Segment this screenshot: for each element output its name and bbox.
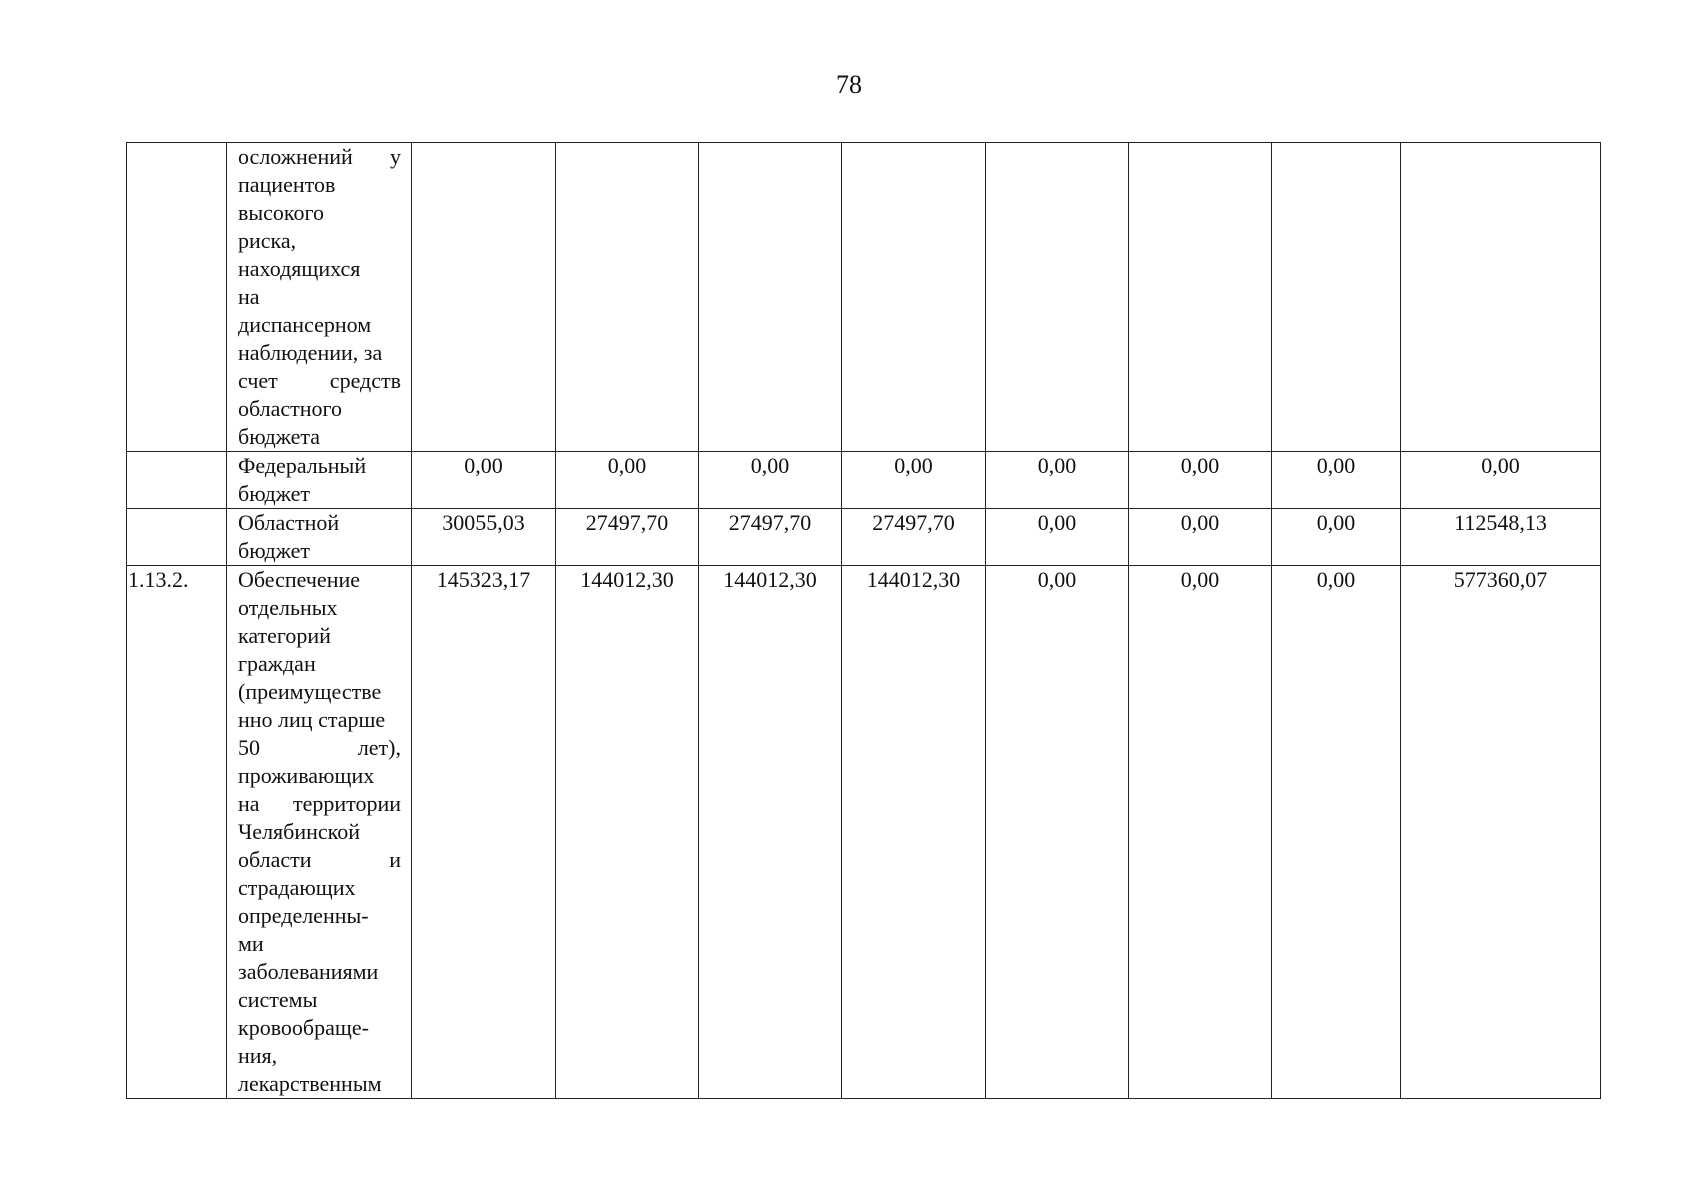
table-row xyxy=(127,452,1601,509)
description-line: Челябинской xyxy=(238,819,361,844)
description-line: Обеспечение xyxy=(238,567,360,592)
description-line: наблюдении, за xyxy=(238,340,383,365)
description-line: отдельных xyxy=(238,595,338,620)
description-line: бюджет xyxy=(238,481,310,506)
value-cell xyxy=(842,143,986,452)
value-cell xyxy=(1129,143,1272,452)
table-row xyxy=(127,143,1601,452)
value-cell: 0,00 xyxy=(842,452,986,509)
value-cell: 112548,13 xyxy=(1401,509,1601,566)
item-number-cell xyxy=(127,452,227,509)
description-line: лекарственным xyxy=(238,1071,382,1096)
value-cell: 145323,17 xyxy=(412,566,556,1099)
description-line: (преимуществе xyxy=(238,679,382,704)
description-line: высокого xyxy=(238,200,324,225)
value-cell xyxy=(699,143,842,452)
table-row xyxy=(127,566,1601,1099)
value-cell: 27497,70 xyxy=(556,509,699,566)
table-row xyxy=(127,509,1601,566)
description-line: нно лиц старше xyxy=(238,707,386,732)
description-line: риска, xyxy=(238,228,297,253)
page-number: 78 xyxy=(836,70,862,99)
value-cell: 0,00 xyxy=(1129,452,1272,509)
value-cell: 144012,30 xyxy=(699,566,842,1099)
description-cell xyxy=(227,143,412,452)
description-line: заболеваниями xyxy=(238,959,379,984)
value-cell: 30055,03 xyxy=(412,509,556,566)
description-line: бюджет xyxy=(238,538,310,563)
value-cell: 577360,07 xyxy=(1401,566,1601,1099)
value-cell: 0,00 xyxy=(556,452,699,509)
description-line: пациентов xyxy=(238,172,336,197)
value-cell: 144012,30 xyxy=(556,566,699,1099)
description-cell xyxy=(227,509,412,566)
value-cell xyxy=(556,143,699,452)
value-cell: 0,00 xyxy=(986,509,1129,566)
description-line: ния, xyxy=(238,1043,278,1068)
description-line: Областной xyxy=(238,510,340,535)
value-cell xyxy=(986,143,1129,452)
description-line: граждан xyxy=(238,651,316,676)
description-line: страдающих xyxy=(238,875,356,900)
value-cell: 0,00 xyxy=(699,452,842,509)
value-cell: 27497,70 xyxy=(699,509,842,566)
description-line: кровообраще- xyxy=(238,1015,369,1040)
table-body xyxy=(127,143,1601,1099)
value-cell xyxy=(412,143,556,452)
description-line: системы xyxy=(238,987,318,1012)
description-cell xyxy=(227,566,412,1099)
description-line: проживающих xyxy=(238,763,375,788)
value-cell xyxy=(1272,143,1401,452)
description-line: на xyxy=(238,284,260,309)
description-line: диспансерном xyxy=(238,312,372,337)
description-line: бюджета xyxy=(238,424,321,449)
description-line: счет средств xyxy=(238,368,401,393)
description-line: 50 лет), xyxy=(238,735,401,760)
item-number-cell xyxy=(127,509,227,566)
value-cell: 0,00 xyxy=(986,566,1129,1099)
value-cell: 0,00 xyxy=(1401,452,1601,509)
description-line: категорий xyxy=(238,623,331,648)
description-line: осложнений у xyxy=(238,144,401,169)
budget-table xyxy=(126,142,1601,1099)
value-cell: 0,00 xyxy=(1129,509,1272,566)
value-cell: 0,00 xyxy=(412,452,556,509)
value-cell xyxy=(1401,143,1601,452)
description-line: областного xyxy=(238,396,343,421)
value-cell: 0,00 xyxy=(1272,509,1401,566)
value-cell: 0,00 xyxy=(986,452,1129,509)
description-line: области и xyxy=(238,847,401,872)
description-line: находящихся xyxy=(238,256,361,281)
description-line: Федеральный xyxy=(238,453,367,478)
value-cell: 0,00 xyxy=(1272,452,1401,509)
value-cell: 144012,30 xyxy=(842,566,986,1099)
description-line: на территории xyxy=(238,791,401,816)
item-number-cell xyxy=(127,143,227,452)
value-cell: 0,00 xyxy=(1272,566,1401,1099)
description-line: определенны- xyxy=(238,903,369,928)
item-number-cell: 1.13.2. xyxy=(127,566,227,1099)
value-cell: 27497,70 xyxy=(842,509,986,566)
value-cell: 0,00 xyxy=(1129,566,1272,1099)
description-cell xyxy=(227,452,412,509)
description-line: ми xyxy=(238,931,264,956)
